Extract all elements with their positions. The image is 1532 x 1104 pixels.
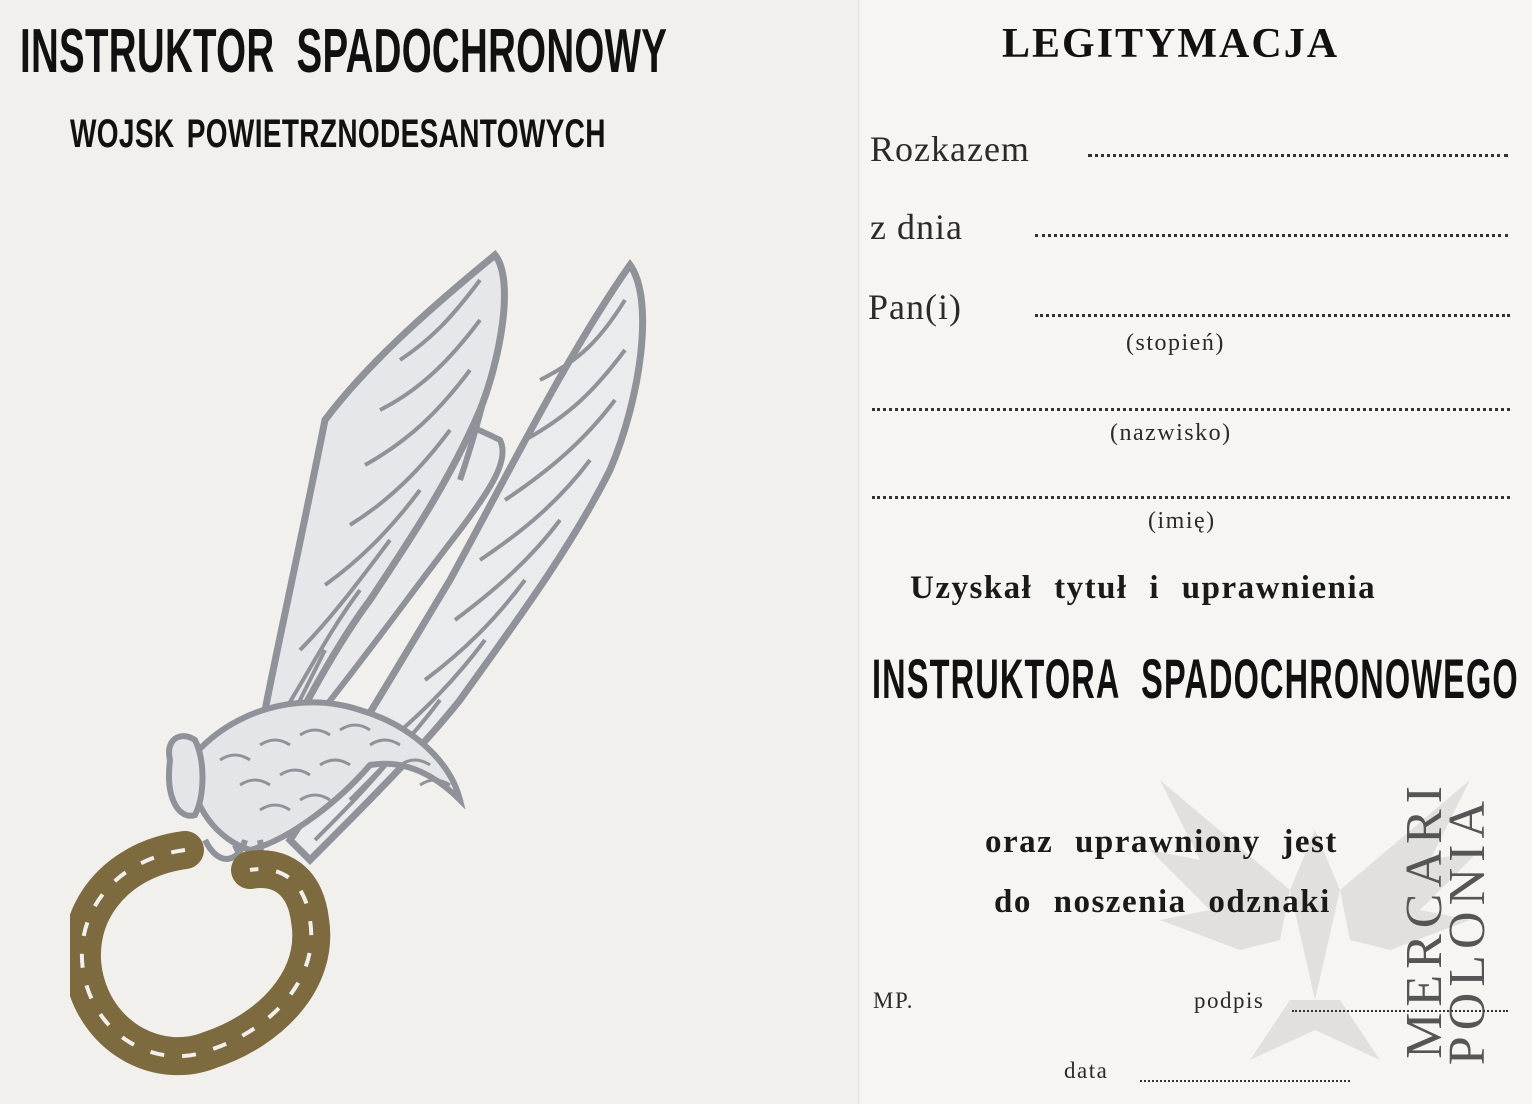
statement-line: Uzyskał tytuł i uprawnienia <box>910 570 1377 606</box>
badge-title: INSTRUKTOR SPADOCHRONOWY <box>20 17 668 86</box>
watermark-text-2: POLONIA <box>1439 795 1496 1066</box>
entitlement-line-2: do noszenia odznaki <box>994 884 1331 920</box>
watermark-text-1: MERCARI <box>1396 780 1453 1059</box>
entitlement-line-1: oraz uprawniony jest <box>985 824 1338 860</box>
document-title: LEGITYMACJA <box>1002 21 1340 67</box>
date-line[interactable] <box>1035 234 1508 237</box>
order-line[interactable] <box>1088 154 1508 157</box>
name-label: Pan(i) <box>868 287 962 327</box>
surname-caption: (nazwisko) <box>1110 420 1232 446</box>
date-footer-line[interactable] <box>1140 1080 1350 1082</box>
date-footer-label: data <box>1064 1058 1109 1083</box>
firstname-caption: (imię) <box>1148 508 1216 534</box>
order-label: Rozkazem <box>870 129 1030 169</box>
surname-line[interactable] <box>872 408 1510 411</box>
date-label: z dnia <box>870 207 963 247</box>
rank-title: INSTRUKTORA SPADOCHRONOWEGO <box>872 647 1519 710</box>
eagle-head-icon <box>169 736 202 816</box>
signature-line[interactable] <box>1292 1010 1508 1012</box>
laurel-wreath-icon <box>82 850 311 1056</box>
stamp-label: MP. <box>873 988 914 1013</box>
firstname-line[interactable] <box>872 496 1510 499</box>
badge-subtitle: WOJSK POWIETRZNODESANTOWYCH <box>70 112 606 156</box>
parachutist-badge-eagle-wreath-icon <box>70 240 670 1080</box>
rank-caption: (stopień) <box>1126 330 1225 356</box>
rank-line[interactable] <box>1035 314 1510 317</box>
signature-label: podpis <box>1194 988 1265 1013</box>
